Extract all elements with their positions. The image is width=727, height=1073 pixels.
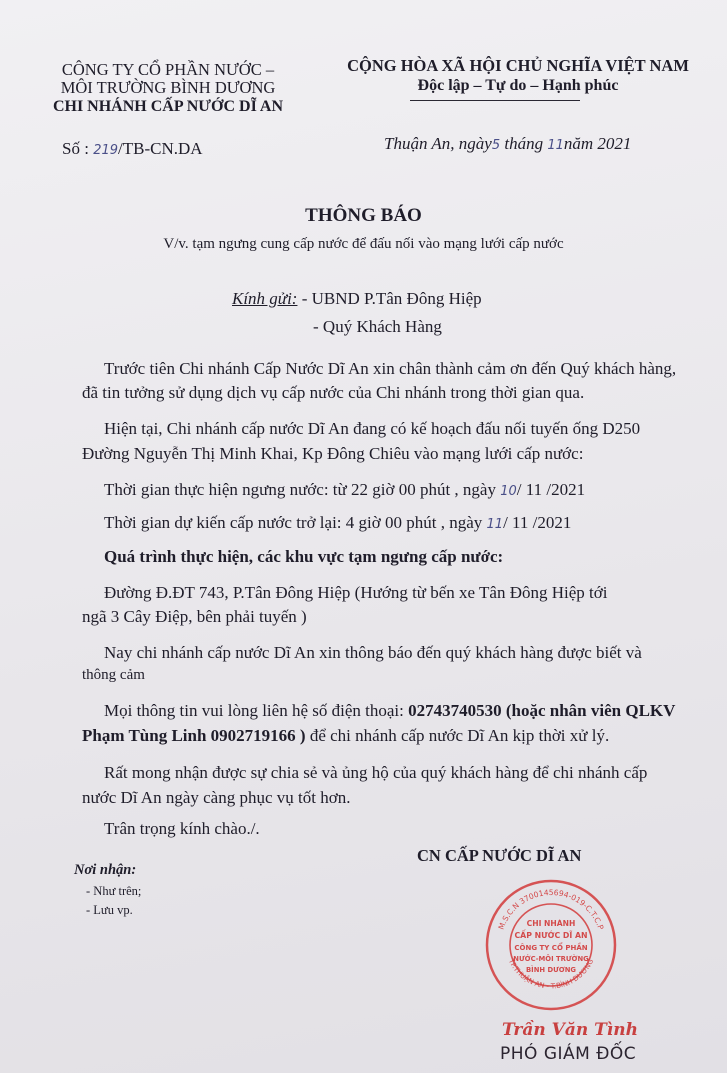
seal-inner-5: BÌNH DƯƠNG xyxy=(526,966,576,974)
seal-ring-top: M.S.C.N 3700145694-019-C.T.C.P xyxy=(496,888,606,931)
company-line2: MÔI TRƯỜNG BÌNH DƯƠNG xyxy=(60,78,276,97)
resume-time-text: Thời gian dự kiến cấp nước trở lại: 4 giờ 00 phút , ngày xyxy=(104,513,483,532)
resume-date-rest: / 11 /2021 xyxy=(503,513,572,532)
contact-line2 xyxy=(82,725,609,747)
seal-inner-1: CHI NHÁNH xyxy=(526,919,576,928)
para2-line2: Đường Nguyễn Thị Minh Khai, Kp Đông Chiêu vào mạng lưới cấp nước: xyxy=(82,444,584,463)
doc-number-hand: 219 xyxy=(93,143,119,158)
seal-inner-3: CÔNG TY CỔ PHẦN xyxy=(514,944,588,952)
area-line2: ngã 3 Cây Điệp, bên phải tuyến ) xyxy=(82,607,307,626)
para4-line2: nước Dĩ An ngày càng phục vụ tốt hơn. xyxy=(82,788,351,807)
contact-staff: Phạm Tùng Linh 0902719166 ) xyxy=(82,726,306,745)
resume-time xyxy=(104,512,571,536)
resume-day-hand: 11 xyxy=(486,517,504,532)
motto: Độc lập – Tự do – Hạnh phúc xyxy=(417,77,619,94)
date-month-label: tháng xyxy=(504,134,544,153)
recipient-1 xyxy=(232,288,482,310)
date-day-hand: 5 xyxy=(491,138,501,153)
stop-date-rest: / 11 /2021 xyxy=(516,480,586,499)
company-seal xyxy=(484,878,618,1012)
seal-inner-4: NƯỚC-MÔI TRƯỜNG xyxy=(513,955,589,963)
footer-recipient-2: - Lưu vp. xyxy=(86,903,133,917)
footer-recipient-1: - Như trên; xyxy=(86,884,142,898)
contact-phone: 02743740530 (hoặc nhân viên QLKV xyxy=(408,701,676,720)
doc-number-suffix: /TB-CN.DA xyxy=(118,139,203,158)
date-year: năm 2021 xyxy=(563,134,632,153)
closing: Trân trọng kính chào./. xyxy=(104,819,260,838)
para2-line1: Hiện tại, Chi nhánh cấp nước Dĩ An đang có kế hoạch đấu nối tuyến ống D250 xyxy=(104,419,641,438)
notice-title: THÔNG BÁO xyxy=(305,205,422,226)
doc-number xyxy=(62,138,203,162)
footer-recipients-label: Nơi nhận: xyxy=(74,862,137,878)
contact-pre: Mọi thông tin vui lòng liên hệ số điện thoại: xyxy=(104,701,404,720)
para4-line1: Rất mong nhận được sự chia sẻ và ủng hộ của quý khách hàng để chi nhánh cấp xyxy=(104,763,648,782)
para3-line2: thông cảm xyxy=(82,667,145,683)
recipient-2: - Quý Khách Hàng xyxy=(313,317,442,336)
motto-underline xyxy=(410,100,580,101)
doc-date xyxy=(384,133,631,157)
contact-line1 xyxy=(104,700,675,722)
notice-subject: V/v. tạm ngưng cung cấp nước để đấu nối vào mạng lưới cấp nước xyxy=(163,236,564,252)
date-place: Thuận An, ngày xyxy=(384,134,492,153)
stop-time-text: Thời gian thực hiện ngưng nước: từ 22 giờ 00 phút , ngày xyxy=(104,480,496,499)
stop-time xyxy=(104,479,585,503)
para1-line1: Trước tiên Chi nhánh Cấp Nước Dĩ An xin chân thành cảm ơn đến Quý khách hàng, xyxy=(104,359,677,378)
seal-ring-bottom: TP.THUẬN AN - T.BÌNH DƯƠNG xyxy=(506,957,596,991)
signature-org: CN CẤP NƯỚC DĨ AN xyxy=(417,846,582,865)
contact-post: để chi nhánh cấp nước Dĩ An kịp thời xử lý. xyxy=(309,726,610,745)
signer-name: Trần Văn Tình xyxy=(502,1020,638,1040)
area-line1: Đường Đ.ĐT 743, P.Tân Đông Hiệp (Hướng từ bến xe Tân Đông Hiệp tới xyxy=(104,583,608,602)
doc-number-label: Số : xyxy=(62,139,89,158)
para1-line2: đã tin tưởng sử dụng dịch vụ cấp nước của Chi nhánh trong thời gian qua. xyxy=(82,383,585,402)
company-line1: CÔNG TY CỔ PHẦN NƯỚC – xyxy=(61,60,275,79)
areas-heading: Quá trình thực hiện, các khu vực tạm ngưng cấp nước: xyxy=(104,547,504,566)
recipients-label: Kính gửi: xyxy=(232,289,298,308)
seal-inner-2: CẤP NƯỚC DĨ AN xyxy=(514,931,588,940)
stop-day-hand: 10 xyxy=(500,484,517,499)
recipient-ubnd: - UBND P.Tân Đông Hiệp xyxy=(301,289,482,308)
branch-name: CHI NHÁNH CẤP NƯỚC DĨ AN xyxy=(52,98,284,115)
date-month-hand: 11 xyxy=(547,138,564,153)
para3-line1: Nay chi nhánh cấp nước Dĩ An xin thông báo đến quý khách hàng được biết và xyxy=(104,643,642,662)
republic-title: CỘNG HÒA XÃ HỘI CHỦ NGHĨA VIỆT NAM xyxy=(347,56,689,75)
signer-position: PHÓ GIÁM ĐỐC xyxy=(500,1044,637,1064)
